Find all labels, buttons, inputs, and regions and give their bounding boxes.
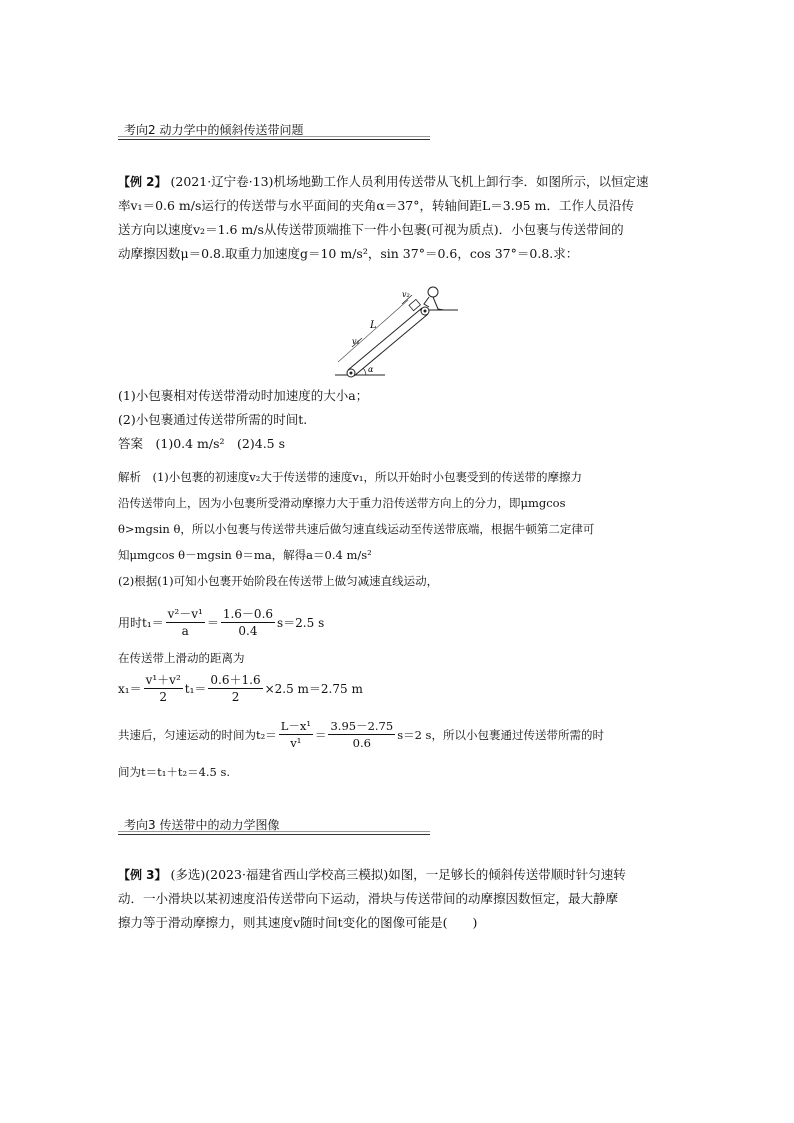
- numerator: v²－v¹: [167, 607, 203, 621]
- label-v2: v₂: [402, 290, 410, 299]
- distance-line: 在传送带上滑动的距离为: [118, 651, 245, 665]
- x1-fraction-2: [208, 672, 262, 705]
- section-title: 考向3 传送带中的动力学图像: [124, 818, 280, 832]
- answer: 答案 (1)0.4 m/s² (2)4.5 s: [118, 436, 286, 451]
- divider: [118, 139, 430, 140]
- questions: [118, 384, 682, 456]
- final-result: 间为t＝t₁＋t₂＝4.5 s.: [118, 765, 231, 779]
- denominator: 2: [231, 690, 240, 704]
- t1-fraction-1: [166, 606, 205, 639]
- conveyor-belt-figure: [330, 280, 460, 385]
- divider: [118, 136, 430, 137]
- example-source: (2021·辽宁卷·13): [170, 174, 274, 189]
- t1-prefix: 用时t₁＝: [118, 616, 164, 630]
- section-header-3: [118, 815, 430, 835]
- t2-fraction-1: [279, 718, 313, 751]
- label-v1: v₁: [352, 337, 360, 346]
- section-title: 考向2 动力学中的倾斜传送带问题: [124, 123, 304, 137]
- numerator: v¹＋v²: [145, 673, 181, 687]
- analysis-line-4: 知μmgcos θ－mgsin θ＝ma，解得a＝0.4 m/s²: [118, 548, 372, 562]
- example-2-text: [118, 170, 682, 266]
- example-tag: 【例 2】: [118, 175, 167, 189]
- denominator: 0.4: [238, 624, 258, 638]
- label-L: L: [370, 320, 377, 331]
- denominator: 2: [159, 690, 167, 704]
- example-line-2: 率v₁＝0.6 m/s运行的传送带与水平面间的夹角α＝37°，转轴间距L＝3.95 m．工作人员沿传: [118, 198, 634, 213]
- divider: [118, 831, 430, 832]
- example-line-1-rest: (多选)(2023·福建省西山学校高三模拟)如图，一足够长的倾斜传送带顺时针匀速转: [170, 867, 626, 882]
- numerator: 0.6＋1.6: [210, 673, 261, 687]
- analysis-line-5: (2)根据(1)可知小包裹开始阶段在传送带上做匀减速直线运动，: [118, 574, 439, 588]
- t1-equation: [118, 606, 324, 639]
- analysis: [118, 464, 682, 594]
- example-line-3: 擦力等于滑动摩擦力，则其速度v随时间t变化的图像可能是( ): [118, 915, 478, 930]
- example-line-4: 动摩擦因数μ＝0.8.取重力加速度g＝10 m/s²，sin 37°＝0.6，cos 37°＝0.8.求：: [118, 246, 579, 261]
- divider: [118, 834, 430, 835]
- t2-equation: [118, 718, 604, 751]
- example-line-3: 送方向以速度v₂＝1.6 m/s从传送带顶端推下一件小包裹(可视为质点)．小包裹与传送带间的: [118, 222, 624, 237]
- example-line-1-rest: 机场地勤工作人员利用传送带从飞机上卸行李．如图所示，以恒定速: [273, 174, 649, 189]
- equals: ＝: [314, 727, 327, 742]
- analysis-line-1: 解析 (1)小包裹的初速度v₂大于传送带的速度v₁，所以开始时小包裹受到的传送带的摩擦力: [118, 470, 582, 484]
- denominator: v¹: [290, 736, 302, 750]
- t1-fraction-2: [221, 606, 275, 639]
- question-1: (1)小包裹相对传送带滑动时加速度的大小a；: [118, 388, 369, 403]
- t2-suffix: s＝2 s，所以小包裹通过传送带所需的时: [397, 727, 604, 742]
- denominator: a: [181, 624, 189, 638]
- example-line-1: [118, 170, 682, 194]
- label-alpha: α: [368, 365, 374, 374]
- analysis-line-2: 沿传送带向上，因为小包裹所受滑动摩擦力大于重力沿传送带方向上的分力，即μmgcos: [118, 496, 566, 510]
- numerator: L－x¹: [280, 719, 311, 733]
- example-3-text: [118, 863, 682, 935]
- example-line-1: [118, 863, 682, 887]
- x1-prefix: x₁＝: [118, 682, 142, 696]
- example-line-2: 动．一小滑块以某初速度沿传送带向下运动，滑块与传送带间的动摩擦因数恒定，最大静摩: [118, 891, 619, 906]
- section-header-2: [118, 120, 430, 140]
- t2-fraction-2: [328, 718, 395, 751]
- x1-suffix: ×2.5 m＝2.75 m: [264, 682, 363, 696]
- numerator: 1.6－0.6: [222, 607, 274, 621]
- t1-suffix: s＝2.5 s: [277, 616, 325, 630]
- x1-mid: t₁＝: [184, 682, 207, 696]
- denominator: 0.6: [352, 736, 371, 750]
- question-2: (2)小包裹通过传送带所需的时间t.: [118, 412, 308, 427]
- x1-equation: [118, 672, 363, 705]
- equals: ＝: [206, 616, 219, 630]
- example-tag: 【例 3】: [118, 868, 167, 882]
- t2-prefix: 共速后，匀速运动的时间为t₂＝: [118, 727, 277, 742]
- analysis-line-3: θ>mgsin θ，所以小包裹与传送带共速后做匀速直线运动至传送带底端，根据牛顿第二定律可: [118, 522, 595, 536]
- numerator: 3.95－2.75: [330, 719, 394, 733]
- x1-fraction-1: [144, 672, 183, 705]
